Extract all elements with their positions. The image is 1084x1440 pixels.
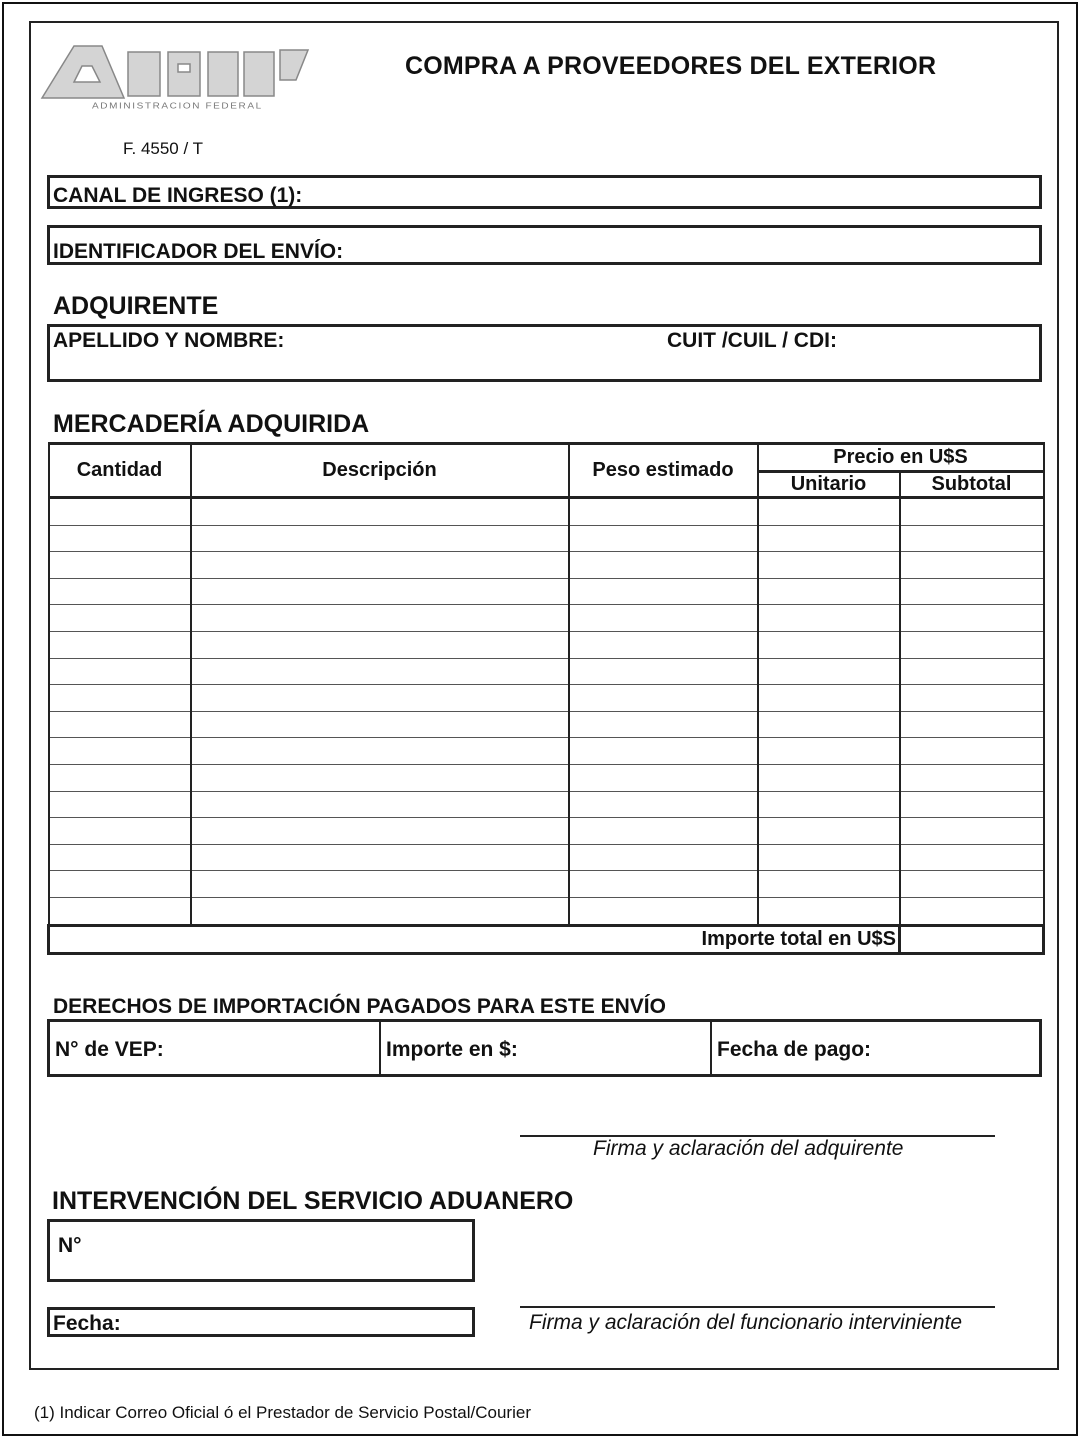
adquirente-box[interactable]	[47, 324, 1042, 382]
table-cell[interactable]	[900, 711, 1044, 738]
table-row	[49, 844, 1044, 871]
table-cell[interactable]	[569, 552, 758, 579]
table-cell[interactable]	[758, 764, 900, 791]
table-row	[49, 791, 1044, 818]
firma-funcionario-line[interactable]	[520, 1306, 995, 1308]
derechos-heading: DERECHOS DE IMPORTACIÓN PAGADOS PARA ESTE ENVÍO	[53, 995, 666, 1018]
table-cell[interactable]	[191, 791, 569, 818]
table-cell[interactable]	[49, 631, 191, 658]
table-cell[interactable]	[900, 791, 1044, 818]
table-cell[interactable]	[569, 498, 758, 526]
table-cell[interactable]	[758, 791, 900, 818]
table-row	[49, 871, 1044, 898]
table-cell[interactable]	[191, 525, 569, 552]
table-cell[interactable]	[758, 844, 900, 871]
table-cell[interactable]	[49, 658, 191, 685]
vep-field[interactable]: N° de VEP:	[50, 1022, 381, 1074]
table-row	[49, 578, 1044, 605]
col-subtotal: Subtotal	[900, 472, 1044, 498]
table-row	[49, 818, 1044, 845]
table-cell[interactable]	[758, 711, 900, 738]
mercaderia-heading: MERCADERÍA ADQUIRIDA	[53, 410, 370, 438]
table-cell[interactable]	[758, 738, 900, 765]
table-row	[49, 605, 1044, 632]
col-unitario: Unitario	[758, 472, 900, 498]
fecha-box[interactable]	[47, 1307, 475, 1337]
table-cell[interactable]	[49, 764, 191, 791]
table-cell[interactable]	[191, 764, 569, 791]
table-cell[interactable]	[569, 525, 758, 552]
table-cell[interactable]	[569, 897, 758, 925]
table-row	[49, 525, 1044, 552]
table-cell[interactable]	[49, 711, 191, 738]
table-cell[interactable]	[758, 578, 900, 605]
form-code: F. 4550 / T	[123, 139, 204, 158]
table-row	[49, 498, 1044, 526]
table-cell[interactable]	[900, 552, 1044, 579]
cuit-label: CUIT /CUIL / CDI:	[667, 329, 837, 352]
table-cell[interactable]	[569, 764, 758, 791]
table-cell[interactable]	[191, 578, 569, 605]
table-cell[interactable]	[758, 525, 900, 552]
table-cell[interactable]	[49, 871, 191, 898]
table-cell[interactable]	[569, 818, 758, 845]
table-cell[interactable]	[569, 871, 758, 898]
table-cell[interactable]	[900, 498, 1044, 526]
identificador-box[interactable]	[47, 225, 1042, 265]
table-cell[interactable]	[900, 685, 1044, 712]
table-cell[interactable]	[758, 818, 900, 845]
table-cell[interactable]	[49, 685, 191, 712]
numero-box[interactable]	[47, 1219, 475, 1282]
total-value[interactable]	[900, 925, 1044, 953]
table-cell[interactable]	[191, 552, 569, 579]
table-cell[interactable]	[191, 871, 569, 898]
canal-box[interactable]	[47, 175, 1042, 209]
table-cell[interactable]	[49, 818, 191, 845]
table-cell[interactable]	[758, 631, 900, 658]
numero-label: N°	[58, 1234, 82, 1257]
table-cell[interactable]	[569, 791, 758, 818]
goods-body	[49, 498, 1044, 954]
table-cell[interactable]	[900, 631, 1044, 658]
table-cell[interactable]	[758, 605, 900, 632]
table-cell[interactable]	[900, 605, 1044, 632]
fecha-label: Fecha:	[53, 1312, 121, 1335]
col-descripcion: Descripción	[191, 444, 569, 498]
table-cell[interactable]	[569, 578, 758, 605]
firma-adquirente-label: Firma y aclaración del adquirente	[593, 1137, 904, 1160]
table-cell[interactable]	[49, 844, 191, 871]
table-cell[interactable]	[758, 897, 900, 925]
table-cell[interactable]	[49, 552, 191, 579]
table-cell[interactable]	[900, 897, 1044, 925]
firma-funcionario-label: Firma y aclaración del funcionario interviniente	[529, 1311, 963, 1334]
table-cell[interactable]	[758, 871, 900, 898]
table-cell[interactable]	[191, 844, 569, 871]
table-row	[49, 711, 1044, 738]
table-row	[49, 738, 1044, 765]
table-cell[interactable]	[191, 658, 569, 685]
logo-caption: ADMINISTRACION FEDERAL	[92, 102, 263, 111]
fecha-pago-field[interactable]: Fecha de pago:	[717, 1038, 872, 1061]
table-cell[interactable]	[900, 871, 1044, 898]
col-cantidad: Cantidad	[49, 444, 191, 498]
table-cell[interactable]	[191, 897, 569, 925]
total-row	[49, 925, 1044, 953]
col-precio: Precio en U$S	[758, 444, 1044, 472]
table-cell[interactable]	[569, 631, 758, 658]
table-cell[interactable]	[758, 658, 900, 685]
table-cell[interactable]	[900, 818, 1044, 845]
nombre-label: APELLIDO Y NOMBRE:	[53, 329, 285, 352]
table-cell[interactable]	[758, 498, 900, 526]
table-cell[interactable]	[569, 738, 758, 765]
table-cell[interactable]	[49, 578, 191, 605]
table-cell[interactable]	[49, 791, 191, 818]
table-cell[interactable]	[49, 897, 191, 925]
table-cell[interactable]	[569, 658, 758, 685]
table-cell[interactable]	[569, 605, 758, 632]
goods-table	[47, 442, 1045, 955]
table-cell[interactable]	[900, 738, 1044, 765]
table-cell[interactable]	[191, 685, 569, 712]
intervencion-heading: INTERVENCIÓN DEL SERVICIO ADUANERO	[52, 1187, 574, 1215]
table-row	[49, 764, 1044, 791]
table-cell[interactable]	[191, 605, 569, 632]
table-cell[interactable]	[191, 711, 569, 738]
table-cell[interactable]	[191, 498, 569, 526]
derechos-box	[47, 1019, 1042, 1077]
identificador-label: IDENTIFICADOR DEL ENVÍO:	[53, 240, 344, 263]
importe-field[interactable]: Importe en $:	[381, 1022, 712, 1074]
table-cell[interactable]	[900, 764, 1044, 791]
table-cell[interactable]	[191, 738, 569, 765]
table-row	[49, 685, 1044, 712]
table-cell[interactable]	[758, 685, 900, 712]
table-row	[49, 897, 1044, 925]
col-peso: Peso estimado	[569, 444, 758, 498]
table-cell[interactable]	[191, 631, 569, 658]
table-cell[interactable]	[49, 525, 191, 552]
table-cell[interactable]	[569, 711, 758, 738]
table-cell[interactable]	[49, 498, 191, 526]
table-row	[49, 631, 1044, 658]
table-cell[interactable]	[569, 844, 758, 871]
table-cell[interactable]	[900, 844, 1044, 871]
table-cell[interactable]	[900, 525, 1044, 552]
canal-label: CANAL DE INGRESO (1):	[53, 184, 303, 207]
table-cell[interactable]	[191, 818, 569, 845]
table-cell[interactable]	[49, 738, 191, 765]
table-cell[interactable]	[900, 658, 1044, 685]
table-cell[interactable]	[900, 578, 1044, 605]
table-row	[49, 552, 1044, 579]
table-cell[interactable]	[49, 605, 191, 632]
adquirente-heading: ADQUIRENTE	[53, 292, 219, 320]
footnote: (1) Indicar Correo Oficial ó el Prestador de Servicio Postal/Courier	[34, 1403, 531, 1422]
total-label: Importe total en U$S	[49, 925, 900, 953]
table-cell[interactable]	[569, 685, 758, 712]
form-title: COMPRA A PROVEEDORES DEL EXTERIOR	[405, 52, 937, 80]
table-cell[interactable]	[758, 552, 900, 579]
table-row	[49, 658, 1044, 685]
